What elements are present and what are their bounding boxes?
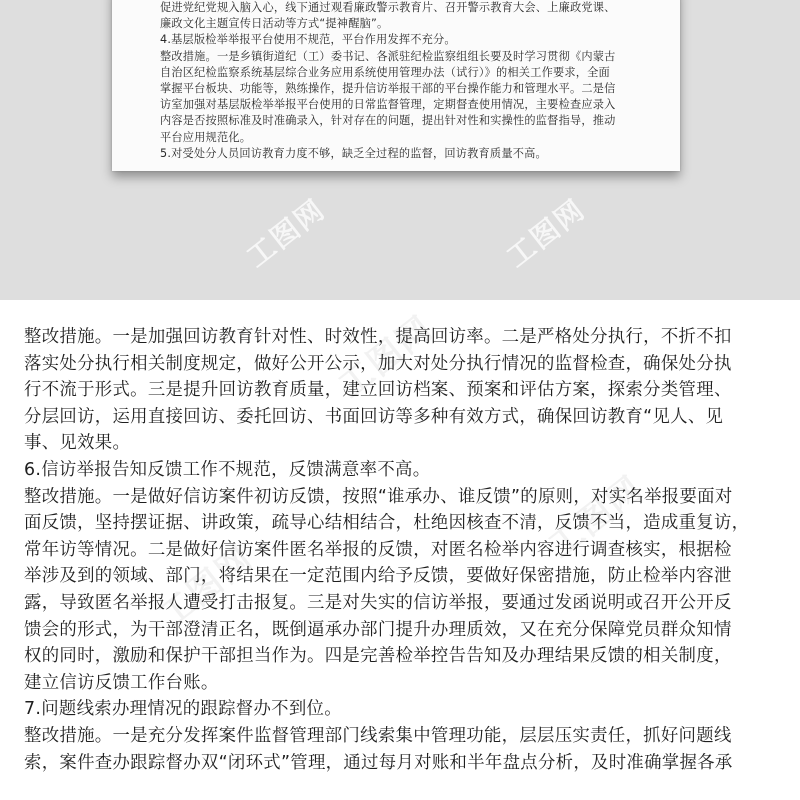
body-line: 举涉及到的领域、部门，将结果在一定范围内给予反馈，要做好保密措施，防止检举内容泄	[24, 566, 732, 587]
section-heading: 6.信访举报告知反馈工作不规范，反馈满意率不高。	[24, 459, 431, 480]
watermark-logo: 工图网	[240, 192, 332, 274]
body-line: 行不流于形式。三是提升回访教育质量，建立回访档案、预案和评估方案，探索分类管理、	[24, 380, 732, 401]
top-image-band	[0, 0, 800, 300]
card-line: 平台应用规范化。	[160, 130, 252, 144]
body-line: 索，案件查办跟踪督办双“闭环式”管理，通过每月对账和半年盘点分析，及时准确掌握各承	[24, 752, 733, 773]
watermark-logo: 工图网	[151, 538, 262, 637]
watermark-logo: 工图网	[500, 192, 592, 274]
card-line: 促进党纪党规入脑入心，线下通过观看廉政警示教育片、召开警示教育大会、上廉政党课、	[160, 1, 616, 14]
card-line: 自治区纪检监察系统基层综合业务应用系统使用管理办法（试行）》的相关工作要求，全面	[160, 65, 610, 79]
body-line: 整改措施。一是做好信访案件初访反馈，按照“谁承办、谁反馈”的原则，对实名举报要面对	[24, 486, 733, 507]
body-line: 落实处分执行相关制度规定，做好公开公示，加大对处分执行情况的监督检查，确保处分执	[24, 353, 732, 374]
card-line: 掌握平台板块、功能等，熟练操作，提升信访举报干部的平台操作能力和管理水平。二是信	[160, 82, 616, 96]
body-line: 整改措施。一是充分发挥案件监督管理部门线索集中管理功能，层层压实责任，抓好问题线	[24, 725, 732, 746]
card-line: 5.对受处分人员回访教育力度不够，缺乏全过程的监督，回访教育质量不高。	[160, 146, 547, 160]
document-photo-card	[112, 0, 680, 171]
document-body	[24, 324, 784, 776]
body-line: 面反馈，坚持摆证据、讲政策，疏导心结相结合，杜绝因核查不清，反馈不当，造成重复访，	[24, 513, 750, 534]
card-line: 访室加强对基层版检举举报平台使用的日常监督管理，定期督查使用情况，主要检查应录入	[160, 98, 616, 112]
watermark-logo: 工图网	[541, 468, 652, 567]
card-line: 内容是否按照标准及时准确录入，针对存在的问题，提出针对性和实操性的监督指导，推动	[160, 114, 616, 128]
body-line: 分层回访，运用直接回访、委托回访、书面回访等多种有效方式，确保回访教育“见人、见	[24, 406, 724, 427]
body-line: 整改措施。一是加强回访教育针对性、时效性，提高回访率。二是严格处分执行，不折不扣	[24, 327, 732, 347]
body-line: 馈会的形式，为干部澄清正名，既倒逼承办部门提升办理质效，又在充分保障党员群众知情	[24, 619, 732, 640]
body-line: 常年访等情况。二是做好信访案件匿名举报的反馈，对匿名检举内容进行调查核实，根据检	[24, 539, 732, 560]
body-line: 露，导致匿名举报人遭受打击报复。三是对失实的信访举报，要通过发函说明或召开公开反	[24, 592, 732, 613]
card-line: 整改措施。一是乡镇街道纪（工）委书记、各派驻纪检监察组组长要及时学习贯彻《内蒙古	[160, 49, 616, 63]
body-line: 事、见效果。	[24, 433, 131, 454]
card-line: 4.基层版检举举报平台使用不规范，平台作用发挥不充分。	[160, 33, 456, 47]
body-line: 建立信访反馈工作台账。	[24, 672, 219, 693]
card-line: 廉政文化主题宣传日活动等方式“提神醒脑”。	[160, 17, 389, 31]
body-line: 权的同时，激励和保护干部担当作为。四是完善检举控告告知及办理结果反馈的相关制度，	[24, 646, 732, 667]
watermark-logo: 工图网	[331, 308, 442, 407]
section-heading: 7.问题线索办理情况的跟踪督办不到位。	[24, 699, 342, 720]
